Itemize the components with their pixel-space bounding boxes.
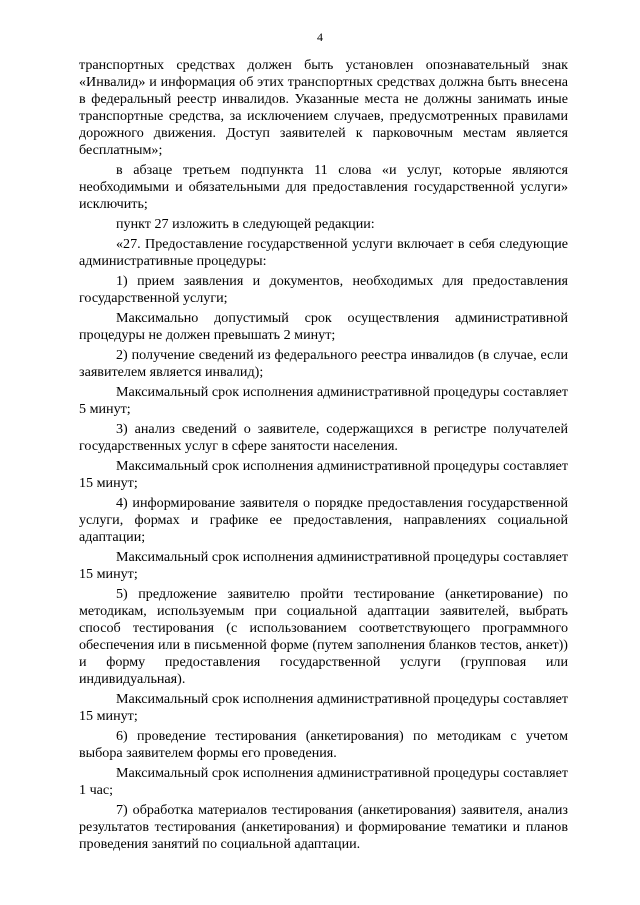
procedure-3-time-limit: Максимальный срок исполнения административной процедуры составляет 15 минут;	[79, 458, 568, 491]
paragraph-continuation: транспортных средствах должен быть установлен опознавательный знак «Инвалид» и информация об этих транспортных средствах должна быть внесена в федеральный реестр инвалидов. Указанные места не должны занимать иные транспортные средства, за исключением случаев, предусмотренных правилами дорожного движения. Доступ заявителей к парковочным местам является бесплатным»;	[79, 57, 568, 158]
procedure-4: 4) информирование заявителя о порядке предоставления государственной услуги, формах и графике ее предоставления, направлениях социальной адаптации;	[79, 495, 568, 545]
paragraph-item-27-intro: «27. Предоставление государственной услуги включает в себя следующие административные процедуры:	[79, 236, 568, 269]
procedure-2: 2) получение сведений из федерального реестра инвалидов (в случае, если заявителем является инвалид);	[79, 347, 568, 380]
procedure-3: 3) анализ сведений о заявителе, содержащихся в регистре получателей государственных услуг в сфере занятости населения.	[79, 421, 568, 454]
procedure-4-time-limit: Максимальный срок исполнения административной процедуры составляет 15 минут;	[79, 549, 568, 582]
procedure-5-time-limit: Максимальный срок исполнения административной процедуры составляет 15 минут;	[79, 691, 568, 724]
document-body	[79, 57, 568, 856]
paragraph-amendment-item-27: пункт 27 изложить в следующей редакции:	[116, 216, 375, 232]
procedure-5: 5) предложение заявителю пройти тестирование (анкетирование) по методикам, используемым при социальной адаптации заявителей, выбрать способ тестирования (с использованием соответствующего программного обеспечения или в письменной форме (путем заполнения бланков тестов, анкет)) и форму предоставления государственной услуги (групповая или индивидуальная).	[79, 586, 568, 687]
paragraph-amendment-subitem-11: в абзаце третьем подпункта 11 слова «и услуг, которые являются необходимыми и обязательными для предоставления государственной услуги» исключить;	[79, 162, 568, 212]
procedure-2-time-limit: Максимальный срок исполнения административной процедуры составляет 5 минут;	[79, 384, 568, 417]
procedure-6: 6) проведение тестирования (анкетирования) по методикам с учетом выбора заявителем формы его проведения.	[79, 728, 568, 761]
procedure-1-time-limit: Максимально допустимый срок осуществления административной процедуры не должен превышать 2 минут;	[79, 310, 568, 343]
page-number: 4	[317, 30, 323, 44]
procedure-1: 1) прием заявления и документов, необходимых для предоставления государственной услуги;	[79, 273, 568, 306]
procedure-7: 7) обработка материалов тестирования (анкетирования) заявителя, анализ результатов тестирования (анкетирования) и формирование тематики и планов проведения занятий по социальной адаптации.	[79, 802, 568, 852]
procedure-6-time-limit: Максимальный срок исполнения административной процедуры составляет 1 час;	[79, 765, 568, 798]
